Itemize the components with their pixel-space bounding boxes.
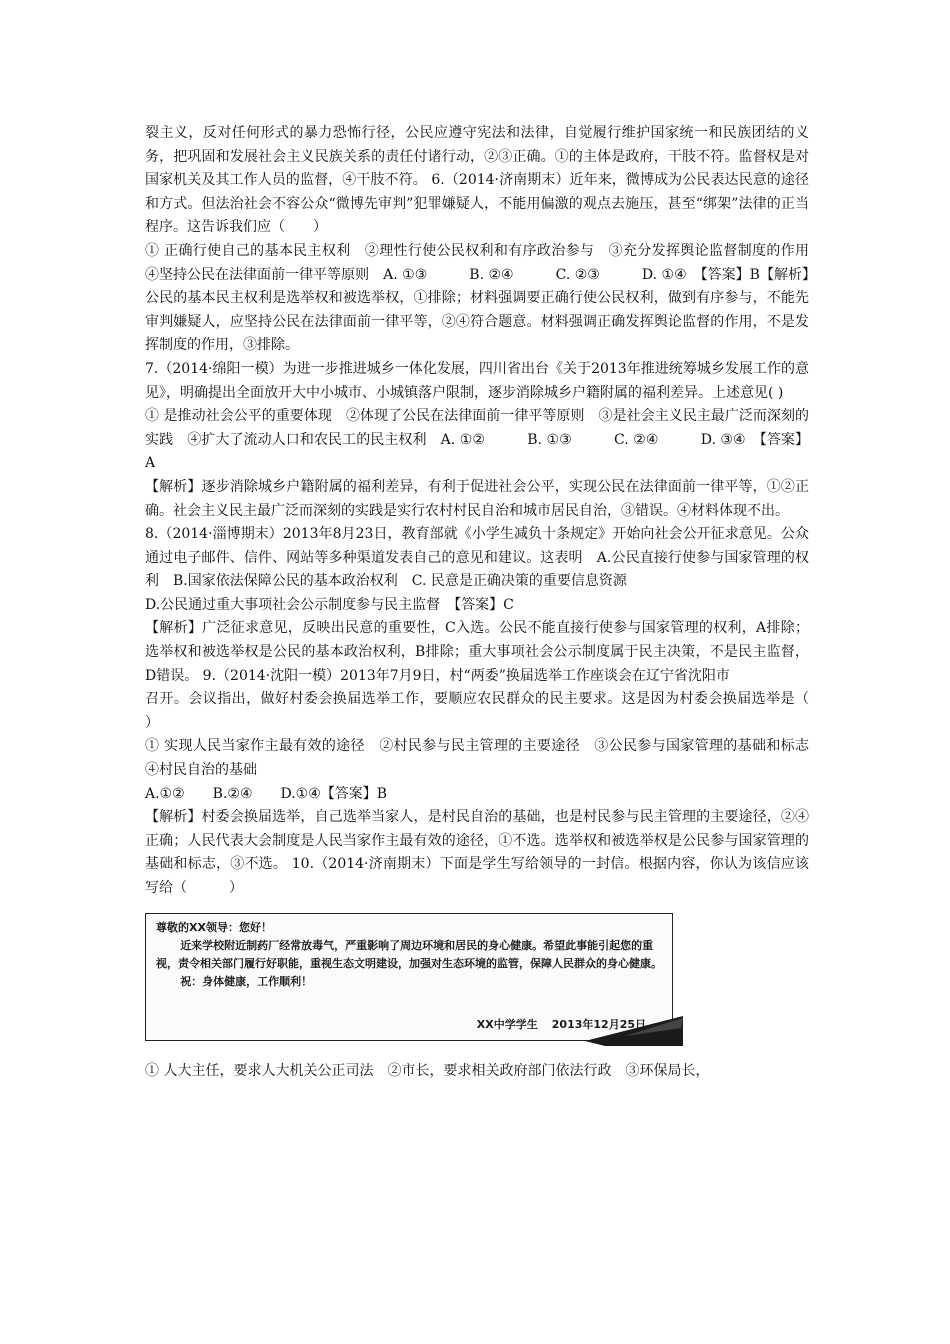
paragraph-q8-answer: D.公民通过重大事项社会公示制度参与民主监督 【答案】C [145, 596, 514, 613]
paragraph-q7-options: ① 是推动社会公平的重要体现 ②体现了公民在法律面前一律平等原则 ③是社会主义民主最广泛而深刻的实践 ④扩大了流动人口和农民工的民主权利 A. ①② B. ①③ C. ②④ D. ③④ 【答案】A [145, 408, 809, 472]
letter-body: 近来学校附近制药厂经常放毒气，严重影响了周边环境和居民的身心健康。希望此事能引起您的重视，责令相关部门履行好职能，重视生态文明建设，加强对生态环境的监管，保障人民群众的身心健康。 [156, 938, 662, 970]
document-page [145, 122, 851, 1083]
paragraph-q9-analysis: 【解析】村委会换届选举，自己选举当家人，是村民自治的基础，也是村民参与民主管理的主要途径，②④正确；人民代表大会制度是人民当家作主最有效的途径，①不选。选举权和被选举权是公民参与国家管理的基础和标志，③不选。 10.（2014·济南期末）下面是学生写给领导的一封信。根据内容，你认为该信应该写给（ ） [145, 809, 809, 896]
letter-sender: XX中学学生 [476, 1017, 538, 1031]
paragraph-q8-stem: 8.（2014·淄博期末）2013年8月23日，教育部就《小学生减负十条规定》开始向社会公开征求意见。公众通过电子邮件、信件、网站等多种渠道发表自己的意见和建议。这表明 A.公民直接行使参与国家管理的权利 B.国家依法保障公民的基本政治权利 C. 民意是正确决策的重要信息资源 [145, 526, 809, 590]
paragraph-q5-analysis: 裂主义，反对任何形式的暴力恐怖行径，公民应遵守宪法和法律，自觉履行维护国家统一和民族团结的义务，把巩固和发展社会主义民族关系的责任付诸行动，②③正确。①的主体是政府，干肢不符。监督权是对国家机关及其工作人员的监督，④干肢不符。 6.（2014·济南期末）近年来，微博成为公民表达民意的途径和方式。但法治社会不容公众“微博先审判”犯罪嫌疑人，不能用偏激的观点去施压，甚至“绑架”法律的正当程序。这告诉我们应（ ） [145, 125, 809, 236]
letter-date: 2013年12月25日 [551, 1017, 646, 1031]
paragraph-q6-options: ① 正确行使自己的基本民主权利 ②理性行使公民权利和有序政治参与 ③充分发挥舆论监督制度的作用 ④坚持公民在法律面前一律平等原则 A. ①③ B. ②④ C. ②③ D. ①④ 【答案】B【解析】公民的基本民主权利是选举权和被选举权，①排除；材料强调要正确行使公民权利，做到有序参与，不能先审判嫌疑人，应坚持公民在法律面前一律平等，②④符合题意。材料强调正确发挥舆论监督的作用，不是发挥制度的作用，③排除。 [145, 242, 823, 354]
letter-image [145, 913, 685, 1046]
paragraph-q8-analysis: 【解析】广泛征求意见，反映出民意的重要性，C入选。公民不能直接行使参与国家管理的权利，A排除；选举权和被选举权是公民的基本政治权利，B排除；重大事项社会公示制度属于民主决策，不是民主监督，D错误。 9.（2014·沈阳一模）2013年7月9日，村“两委”换届选举工作座谈会在辽宁省沈阳市 [145, 620, 809, 684]
paragraph-q9-answer: A.①② B.②④ D.①④【答案】B [145, 785, 388, 802]
paragraph-q7-stem: 7.（2014·绵阳一模）为进一步推进城乡一体化发展，四川省出台《关于2013年推进统筹城乡发展工作的意见》，明确提出全面放开大中小城市、小城镇落户限制，逐步消除城乡户籍附属的福利差异。上述意见( ) [145, 360, 809, 401]
letter-greeting: 尊敬的XX领导：您好！ [156, 920, 272, 934]
paragraph-q7-analysis: 【解析】逐步消除城乡户籍附属的福利差异，有利于促进社会公平，实现公民在法律面前一律平等，①②正确。社会主义民主最广泛而深刻的实践是实行农村村民自治和城市居民自治，③错误。④材料体现不出。 [145, 478, 809, 519]
paragraph-q9-options: ① 实现人民当家作主最有效的途径 ②村民参与民主管理的主要途径 ③公民参与国家管理的基础和标志 ④村民自治的基础 [145, 738, 823, 779]
letter-wish: 祝：身体健康，工作顺利！ [180, 974, 313, 988]
paragraph-q9-stem: 召开。会议指出，做好村委会换届选举工作，要顺应农民群众的民主要求。这是因为村委会换届选举是（ ） [145, 691, 851, 731]
page-curl-icon [565, 1006, 685, 1046]
paragraph-q10-options: ① 人大主任，要求人大机关公正司法 ②市长，要求相关政府部门依法行政 ③环保局长， [145, 1062, 710, 1079]
